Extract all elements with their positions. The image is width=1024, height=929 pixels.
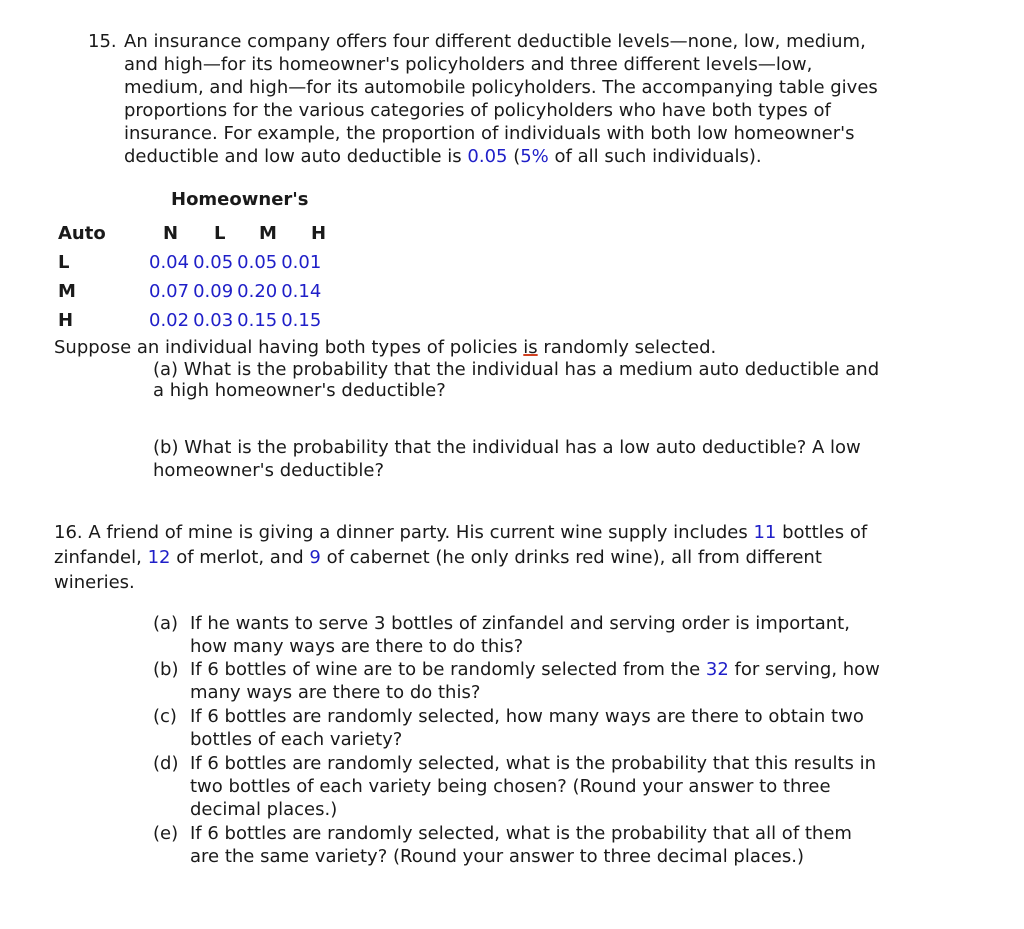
part-label: (b) [153,659,179,680]
text-line: medium, and high—for its automobile policyholders. The accompanying table gives [124,77,878,98]
table-cell: 0.01 [281,252,322,273]
text-line: An insurance company offers four different deductible levels—none, low, medium, [124,31,866,52]
text-run: of cabernet (he only drinks red wine), all from different [320,547,822,568]
table-cell: 0.02 [149,310,190,331]
q16-part-a [153,612,953,658]
row-label: L [58,252,70,273]
question-15-body [124,30,948,168]
q15-part-b [153,436,953,482]
table-cell: 0.15 [281,310,322,331]
text-run: If 6 bottles of wine are to be randomly selected from the [190,659,706,680]
text-line: wineries. [54,572,135,593]
cabernet-count: 9 [309,547,321,568]
text-run: 16. A friend of mine is giving a dinner party. His current wine supply includes [54,522,754,543]
example-value: 0.05 [467,146,508,167]
text-line: how many ways are there to do this? [190,636,524,657]
part-label: (a) [153,613,179,634]
part-label: (d) [153,753,179,774]
text-run: randomly selected. [537,337,717,358]
table-cell: 0.04 [149,252,190,273]
text-line: bottles of each variety? [190,729,403,750]
text-line: a high homeowner's deductible? [153,380,446,401]
text-line [54,545,974,570]
text-line [190,658,953,681]
table-row [149,280,325,303]
text-line: insurance. For example, the proportion of individuals with both low homeowner's [124,123,855,144]
spelling-marked-word: is [523,337,538,358]
text-run: of all such individuals). [548,146,762,167]
part-label: (c) [153,706,177,727]
example-percent: 5% [520,146,549,167]
text-run: ( [507,146,521,167]
table-cell: 0.07 [149,281,190,302]
table-cell: 0.20 [237,281,278,302]
table-title: Homeowner's [171,189,309,210]
text-run: of merlot, and [170,547,310,568]
text-line: two bottles of each variety being chosen? (Round your answer to three [190,776,831,797]
text-run: Suppose an individual having both types of policies [54,337,524,358]
question-number: 15. [88,31,117,52]
table-cell: 0.14 [281,281,322,302]
question-16 [54,520,974,595]
q15-part-a [153,359,953,401]
text-line: (a) What is the probability that the individual has a medium auto deductible and [153,359,880,380]
table-cell: 0.05 [193,252,234,273]
merlot-count: 12 [147,547,171,568]
text-line [54,520,974,545]
q16-part-d [153,752,953,822]
text-line: and high—for its homeowner's policyholders and three different levels—low, [124,54,813,75]
row-label: M [58,281,76,302]
text-line: If 6 bottles are randomly selected, how many ways are there to obtain two [190,706,864,727]
table-row [149,309,325,332]
text-line: are the same variety? (Round your answer to three decimal places.) [190,846,804,867]
column-header: N [163,223,179,244]
total-bottles: 32 [705,659,729,680]
text-run: for serving, how [728,659,880,680]
table-row-header: Auto [58,223,106,244]
table-row [149,251,325,274]
text-line: proportions for the various categories of policyholders who have both types of [124,100,831,121]
column-header: M [259,223,277,244]
q16-part-e [153,822,953,868]
table-cell: 0.15 [237,310,278,331]
text-line: If he wants to serve 3 bottles of zinfandel and serving order is important, [190,613,850,634]
q16-part-b [153,658,953,705]
suppose-line [54,336,716,359]
text-line: homeowner's deductible? [153,460,385,481]
q16-part-c [153,705,953,752]
question-15 [88,30,948,168]
row-label: H [58,310,74,331]
text-line: many ways are there to do this? [190,682,481,703]
text-line [124,145,948,168]
text-run: bottles of [776,522,868,543]
text-run: deductible and low auto deductible is [124,146,468,167]
text-line: (b) What is the probability that the individual has a low auto deductible? A low [153,437,861,458]
table-cell: 0.09 [193,281,234,302]
table-cell: 0.05 [237,252,278,273]
zinfandel-count: 11 [753,522,777,543]
q16-parts [153,612,953,868]
column-header: H [311,223,327,244]
column-header: L [214,223,226,244]
table-cell: 0.03 [193,310,234,331]
text-run: zinfandel, [54,547,148,568]
part-label: (e) [153,823,179,844]
text-line: decimal places.) [190,799,338,820]
text-line: If 6 bottles are randomly selected, what is the probability that this results in [190,753,877,774]
text-line: If 6 bottles are randomly selected, what is the probability that all of them [190,823,852,844]
